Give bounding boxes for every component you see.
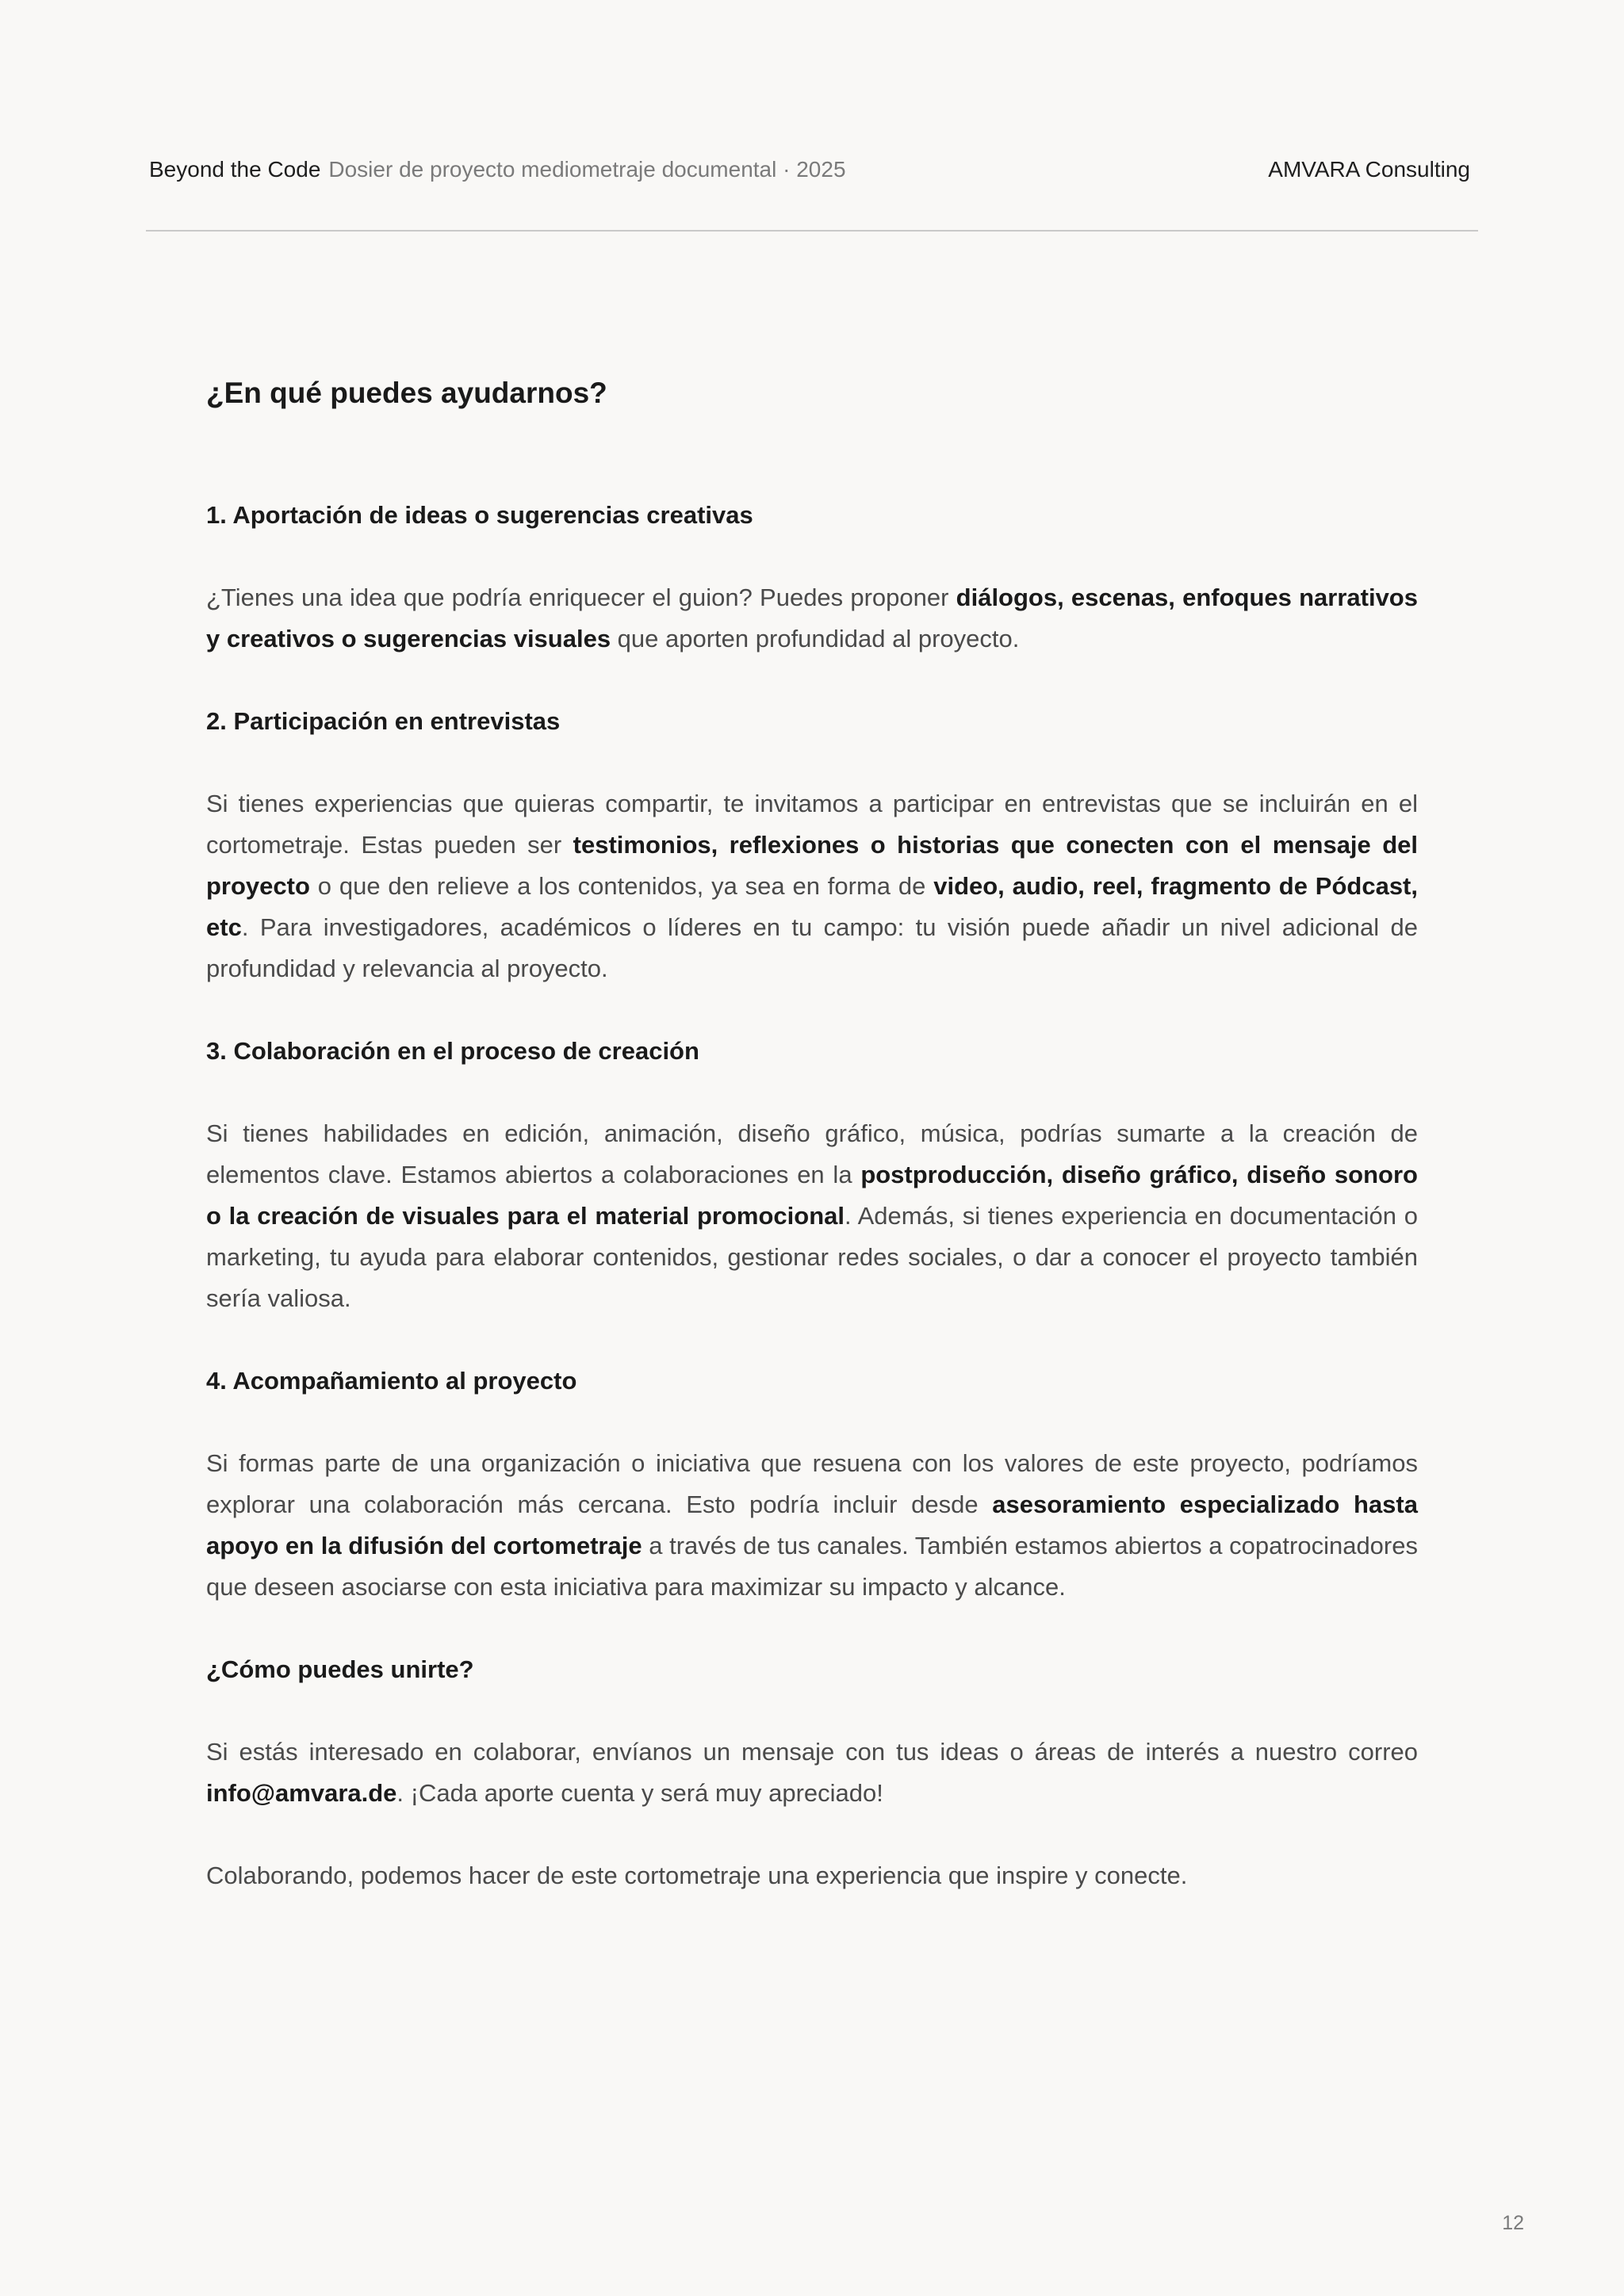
body-text: . Para investigadores, académicos o líderes en tu campo: tu visión puede añadir un nivel adicional de profundidad y relevancia al proyecto. [206,913,1418,982]
body-text: Si tienes habilidades en edición, animación, diseño gráfico, música, podrías sumarte a la creación de elementos clave. Estamos abiertos a colaboraciones en la [206,1119,1418,1188]
section-paragraph-ideas [206,577,1418,660]
body-text: Si tienes experiencias que quieras compartir, te invitamos a participar en entrevistas que se incluirán en el cortometraje. Estas pueden ser [206,790,1418,859]
document-title: Beyond the Code [149,157,321,182]
emphasized-text: testimonios, reflexiones o historias que conecten con el mensaje del proyecto [206,831,1419,900]
body-text: . ¡Cada aporte cuenta y será muy apreciado! [396,1779,883,1807]
section-paragraph-join [206,1732,1418,1814]
body-text: a través de tus canales. También estamos abiertos a copatrocinadores que deseen asociarse con esta iniciativa para maximizar su impacto y alcance. [206,1532,1418,1601]
body-text: o que den relieve a los contenidos, ya sea en forma de [309,872,934,900]
body-text: Si formas parte de una organización o iniciativa que resuena con los valores de este proyecto, podríamos explorar una colaboración más cercana. Esto podría incluir desde [206,1449,1418,1518]
emphasized-text: asesoramiento especializado hasta apoyo en la difusión del cortometraje [206,1490,1418,1559]
body-text: Si estás interesado en colaborar, envíanos un mensaje con tus ideas o áreas de interés a nuestro correo [206,1738,1418,1766]
body-text: ¿Tienes una idea que podría enriquecer el guion? Puedes proponer [206,584,956,611]
section-paragraph-creation [206,1113,1418,1319]
emphasized-text: postproducción, diseño gráfico, diseño sonoro o la creación de visuales para el material promocional [206,1161,1418,1230]
company-name: AMVARA Consulting [1268,157,1470,182]
emphasized-text: info@amvara.de [206,1779,397,1807]
page-heading: ¿En qué puedes ayudarnos? [206,377,607,409]
section-paragraph-support [206,1443,1418,1608]
page-header [149,154,1470,186]
section-heading-ideas: 1. Aportación de ideas o sugerencias creativas [206,501,753,529]
section-heading-interviews: 2. Participación en entrevistas [206,707,561,735]
section-heading-support: 4. Acompañamiento al proyecto [206,1367,577,1395]
body-text: . Además, si tienes experiencia en documentación o marketing, tu ayuda para elaborar contenidos, gestionar redes sociales, o dar a conocer el proyecto también sería valiosa. [206,1202,1418,1312]
header-divider [146,230,1478,232]
document-subtitle: Dosier de proyecto mediometraje documental · 2025 [328,157,846,182]
page-number: 12 [1502,2212,1524,2234]
header-left [149,154,846,186]
section-heading-creation: 3. Colaboración en el proceso de creación [206,1037,699,1065]
emphasized-text: video, audio, reel, fragmento de Pódcast, etc [206,872,1418,941]
section-heading-join: ¿Cómo puedes unirte? [206,1655,474,1683]
body-text: que aporten profundidad al proyecto. [611,625,1020,652]
main-content [206,373,1418,1896]
section-paragraph-interviews [206,783,1418,989]
emphasized-text: diálogos, escenas, enfoques narrativos y creativos o sugerencias visuales [206,584,1418,652]
closing-paragraph: Colaborando, podemos hacer de este cortometraje una experiencia que inspire y conecte. [206,1862,1188,1889]
